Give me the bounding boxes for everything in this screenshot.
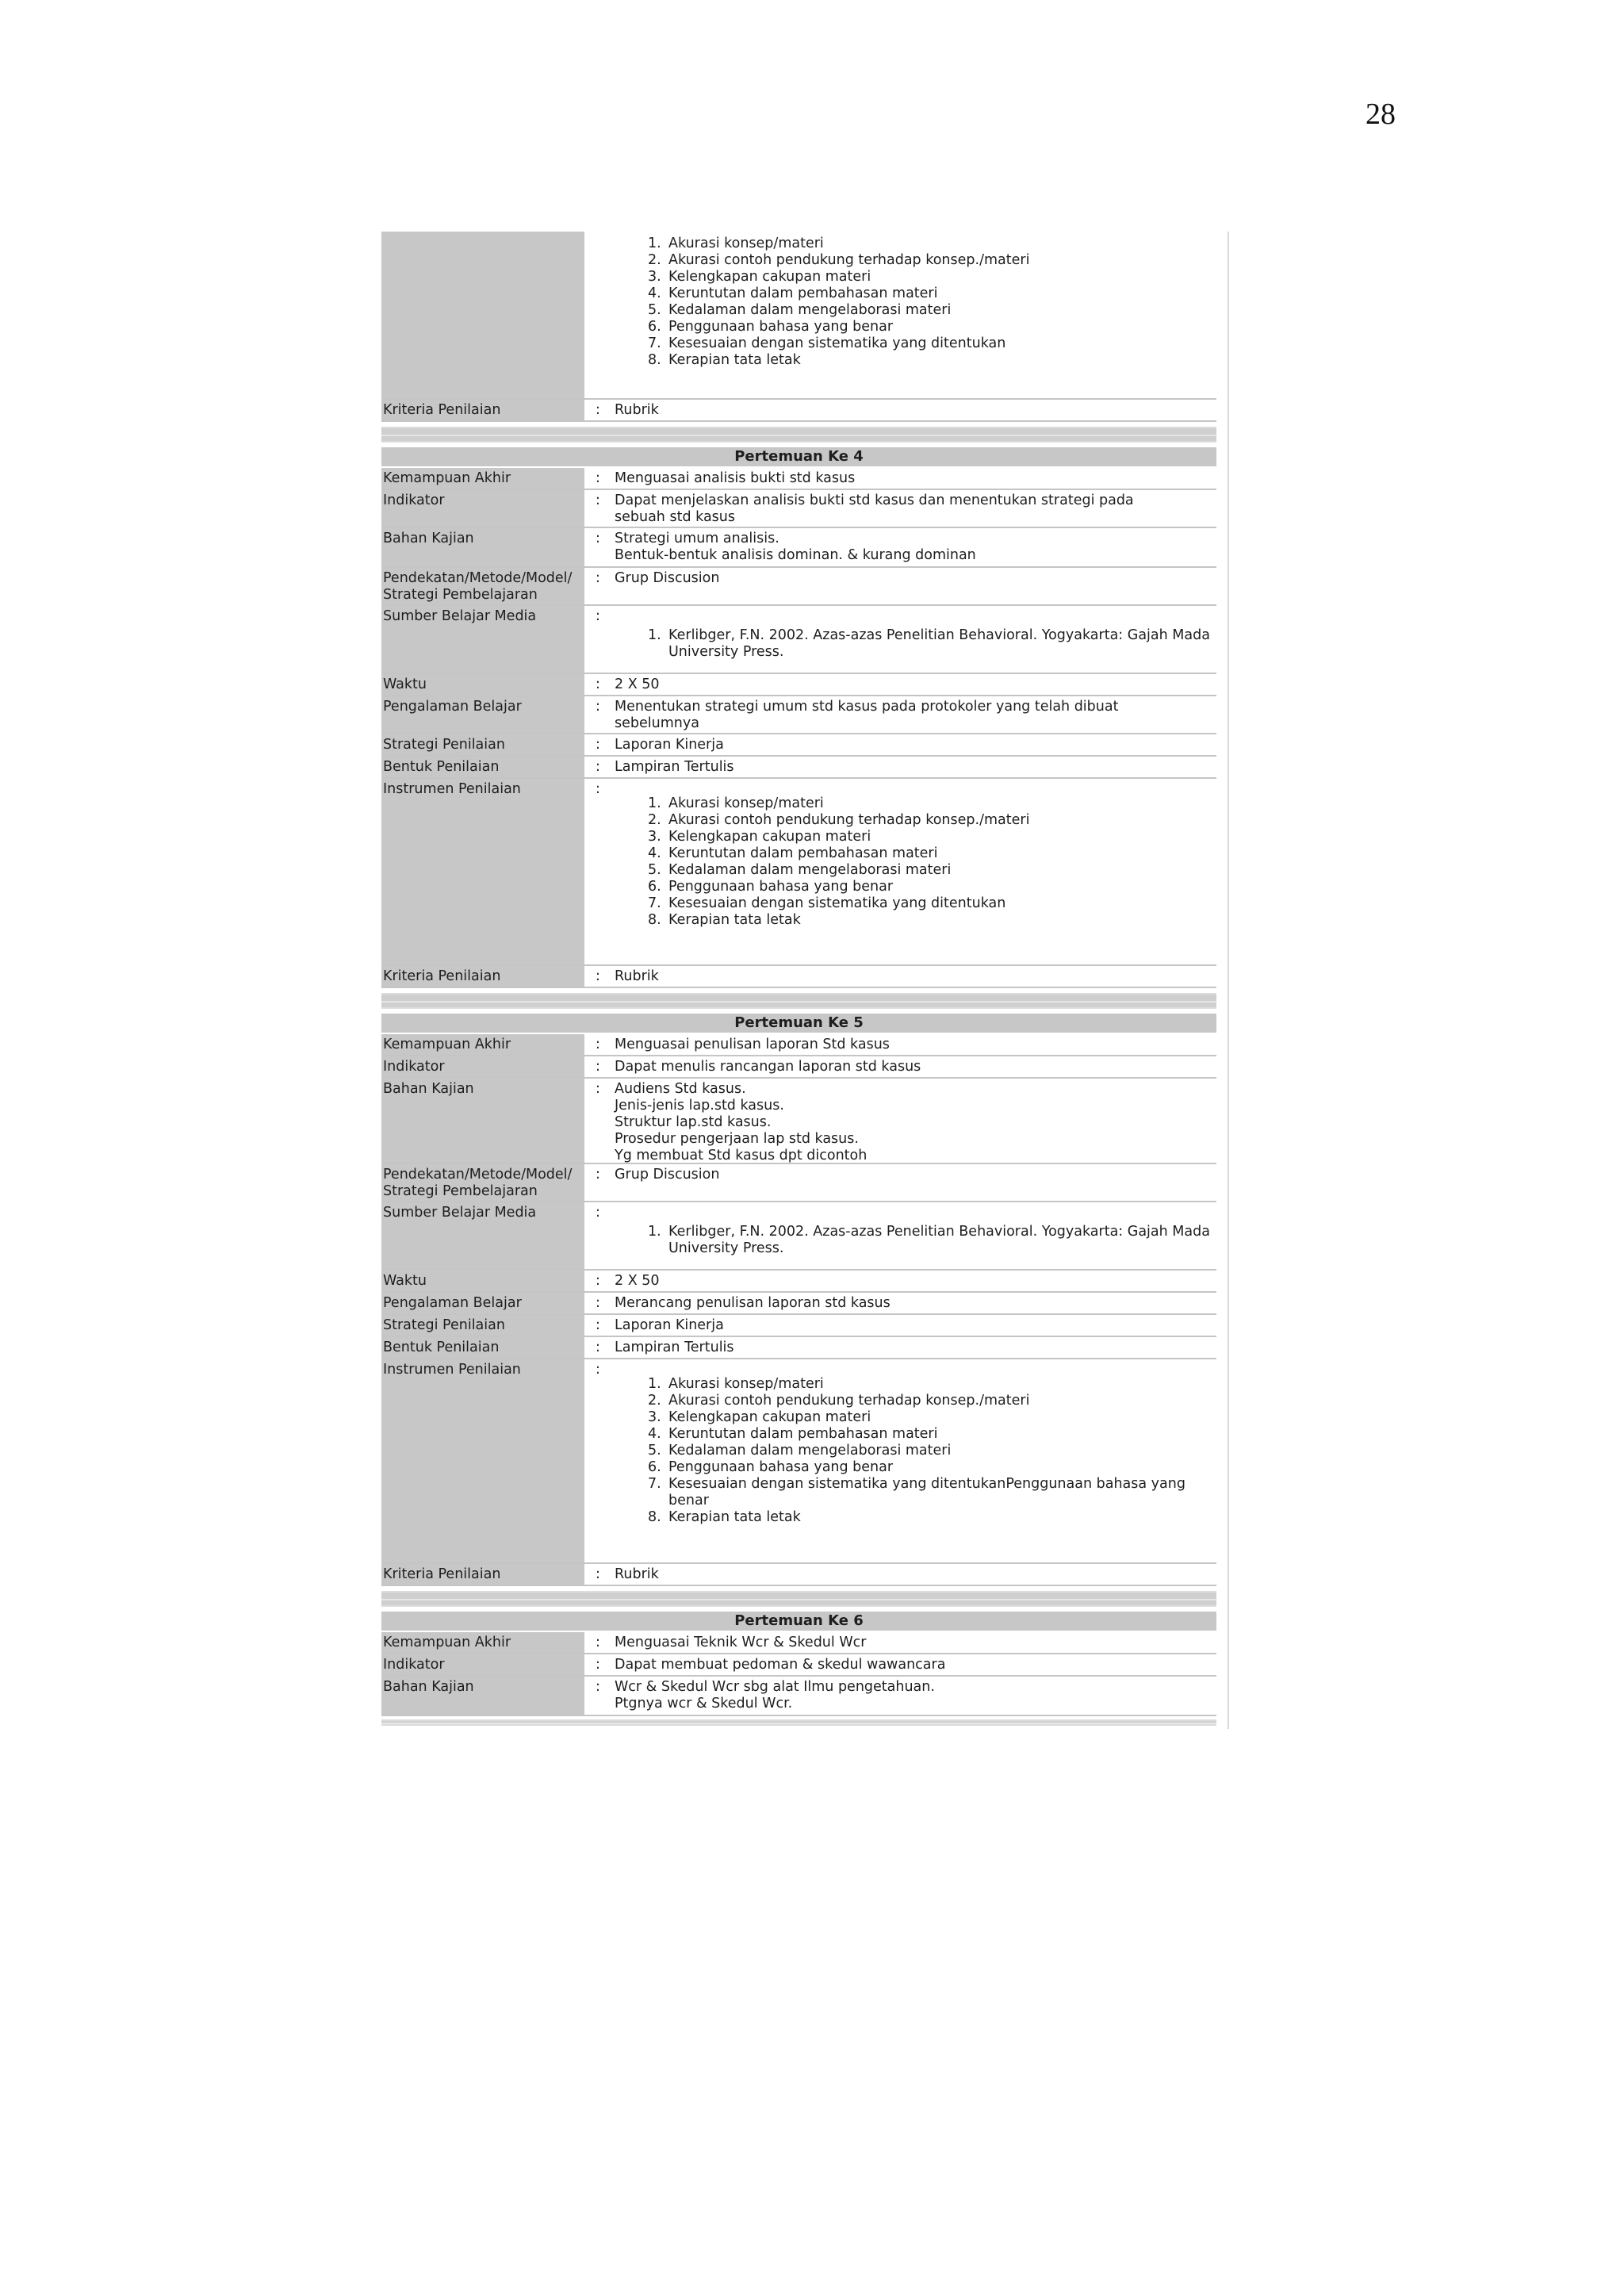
- list-item-text: Kerapian tata letak: [668, 912, 801, 928]
- list-item-text: Kesesuaian dengan sistematika yang ditentukan: [668, 895, 1006, 911]
- row-label: Bahan Kajian: [381, 528, 584, 566]
- row-value: [584, 1293, 1216, 1313]
- section-heading: Pertemuan Ke 5: [381, 1014, 1216, 1033]
- list-item: [648, 862, 1216, 879]
- list-number: 4.: [648, 286, 661, 301]
- instrumen-list: [648, 1376, 1216, 1526]
- row-value: [584, 1079, 1216, 1163]
- list-item-text: Penggunaan bahasa yang benar: [668, 1459, 894, 1475]
- colon: :: [596, 493, 600, 508]
- kriteria-value: Rubrik: [615, 402, 659, 418]
- instrumen-row: [381, 779, 1216, 966]
- colon: :: [596, 1059, 600, 1075]
- colon: :: [596, 1037, 600, 1052]
- row-label: Kemampuan Akhir: [381, 1632, 584, 1653]
- value-text: Dapat menjelaskan analisis bukti std kasus dan menentukan strategi pada sebuah std kasus: [615, 493, 1134, 525]
- colon: :: [596, 570, 600, 586]
- value-text: Lampiran Tertulis: [615, 759, 734, 775]
- row-value: [584, 1315, 1216, 1336]
- row-value: [584, 1202, 1216, 1269]
- list-item-text: Penggunaan bahasa yang benar: [668, 319, 894, 335]
- colon: :: [596, 1317, 600, 1333]
- row-label: Kriteria Penilaian: [381, 400, 584, 420]
- value-text: 2 X 50: [615, 1273, 660, 1289]
- list-item-text: Akurasi konsep/materi: [668, 236, 824, 251]
- waktu-row: [381, 1271, 1216, 1293]
- kemampuan-row: [381, 468, 1216, 490]
- list-item: [648, 352, 1216, 369]
- section-separator: [381, 1591, 1216, 1607]
- list-number: 4.: [648, 845, 661, 861]
- row-value: [584, 1359, 1216, 1562]
- row-value: [584, 606, 1216, 673]
- section-heading: Pertemuan Ke 4: [381, 447, 1216, 466]
- bahan-row: [381, 1677, 1216, 1716]
- value-text: Audiens Std kasus. Jenis-jenis lap.std kasus. Struktur lap.std kasus. Prosedur pengerjaan lap std kasus. Yg membuat Std kasus dpt dicontoh: [615, 1081, 868, 1163]
- row-label: Instrumen Penilaian: [381, 1359, 584, 1562]
- kriteria-row: [381, 1564, 1216, 1586]
- indikator-row: [381, 490, 1216, 528]
- colon: :: [596, 470, 600, 486]
- row-value: [584, 468, 1216, 489]
- list-number: 6.: [648, 879, 661, 895]
- list-item-text: Kedalaman dalam mengelaborasi materi: [668, 862, 952, 878]
- list-item: [648, 879, 1216, 895]
- value-text: Strategi umum analisis. Bentuk-bentuk analisis dominan. & kurang dominan: [615, 531, 976, 563]
- list-item-text: Kedalaman dalam mengelaborasi materi: [668, 1443, 952, 1458]
- list-item: [648, 236, 1216, 252]
- list-item-text: Kerlibger, F.N. 2002. Azas-azas Penelitian Behavioral. Yogyakarta: Gajah Mada University Press.: [668, 627, 1210, 660]
- list-item-text: Kedalaman dalam mengelaborasi materi: [668, 302, 952, 318]
- pengalaman-row: [381, 1293, 1216, 1315]
- strategi-row: [381, 1315, 1216, 1337]
- row-label: Kriteria Penilaian: [381, 1564, 584, 1585]
- row-value: [584, 966, 1216, 987]
- colon: :: [596, 1273, 600, 1289]
- list-number: 8.: [648, 912, 661, 928]
- list-item-text: Penggunaan bahasa yang benar: [668, 879, 894, 895]
- row-label: Bahan Kajian: [381, 1079, 584, 1163]
- bentuk-row: [381, 1337, 1216, 1359]
- colon: :: [596, 1167, 600, 1182]
- list-number: 5.: [648, 302, 661, 318]
- strategi-row: [381, 734, 1216, 757]
- colon: :: [596, 1679, 600, 1695]
- value-text: Wcr & Skedul Wcr sbg alat Ilmu pengetahuan. Ptgnya wcr & Skedul Wcr.: [615, 1679, 935, 1711]
- row-label: Pengalaman Belajar: [381, 696, 584, 733]
- row-label: Pengalaman Belajar: [381, 1293, 584, 1313]
- list-number: 1.: [648, 627, 661, 643]
- sumber-list: [648, 627, 1216, 661]
- list-item: [648, 1443, 1216, 1459]
- list-item-text: Kelengkapan cakupan materi: [668, 1409, 871, 1425]
- colon: :: [596, 1295, 600, 1311]
- list-number: 5.: [648, 862, 661, 878]
- row-value: [584, 1164, 1216, 1201]
- list-item-text: Keruntutan dalam pembahasan materi: [668, 286, 938, 301]
- kemampuan-row: [381, 1632, 1216, 1654]
- bahan-row: [381, 528, 1216, 568]
- colon: :: [596, 759, 600, 775]
- kriteria-row: [381, 966, 1216, 988]
- value-text: Merancang penulisan laporan std kasus: [615, 1295, 891, 1311]
- list-number: 8.: [648, 1509, 661, 1525]
- list-number: 7.: [648, 895, 661, 911]
- bahan-row: [381, 1079, 1216, 1164]
- row-value: [584, 1632, 1216, 1653]
- list-item-text: Akurasi contoh pendukung terhadap konsep./materi: [668, 1393, 1030, 1409]
- list-item: [648, 1393, 1216, 1409]
- list-item: [648, 302, 1216, 319]
- value-text: Menguasai Teknik Wcr & Skedul Wcr: [615, 1635, 867, 1650]
- sumber-row: [381, 606, 1216, 674]
- list-item: [648, 286, 1216, 302]
- list-number: 8.: [648, 352, 661, 368]
- list-number: 1.: [648, 236, 661, 251]
- row-label: Indikator: [381, 490, 584, 527]
- syllabus-table: [381, 232, 1229, 1729]
- list-number: 4.: [648, 1426, 661, 1442]
- bentuk-row: [381, 757, 1216, 779]
- row-label: Strategi Penilaian: [381, 734, 584, 755]
- row-label: Bahan Kajian: [381, 1677, 584, 1715]
- list-number: 1.: [648, 1224, 661, 1240]
- instrumen-row: [381, 1359, 1216, 1564]
- colon: :: [596, 699, 600, 715]
- colon: :: [596, 1566, 600, 1582]
- list-item: [648, 895, 1216, 912]
- value-text: Lampiran Tertulis: [615, 1340, 734, 1355]
- value-text: Laporan Kinerja: [615, 737, 724, 753]
- value-text: Rubrik: [615, 968, 659, 984]
- row-label: Pendekatan/Metode/Model/ Strategi Pembelajaran: [381, 568, 584, 604]
- list-number: 6.: [648, 319, 661, 335]
- row-value: [584, 490, 1216, 527]
- list-number: 2.: [648, 812, 661, 828]
- list-number: 7.: [648, 335, 661, 351]
- list-item: [648, 912, 1216, 929]
- list-item-text: Akurasi konsep/materi: [668, 1376, 824, 1392]
- list-item: [648, 1426, 1216, 1443]
- list-number: 1.: [648, 795, 661, 811]
- colon: :: [596, 1340, 600, 1355]
- section-heading: Pertemuan Ke 6: [381, 1612, 1216, 1631]
- list-number: 5.: [648, 1443, 661, 1458]
- value-text: Menentukan strategi umum std kasus pada protokoler yang telah dibuat sebelumnya: [615, 699, 1119, 731]
- list-item: [648, 1376, 1216, 1393]
- list-item-text: Kerapian tata letak: [668, 352, 801, 368]
- colon: :: [596, 1205, 600, 1221]
- colon: :: [596, 1635, 600, 1650]
- row-value: [584, 1034, 1216, 1055]
- list-item: [648, 335, 1216, 352]
- list-number: 2.: [648, 252, 661, 268]
- value-text: Dapat menulis rancangan laporan std kasus: [615, 1059, 921, 1075]
- row-value: [584, 568, 1216, 604]
- row-label: Pendekatan/Metode/Model/ Strategi Pembelajaran: [381, 1164, 584, 1201]
- list-item: [648, 1224, 1216, 1257]
- indikator-row: [381, 1056, 1216, 1079]
- list-item: [648, 845, 1216, 862]
- value-text: Laporan Kinerja: [615, 1317, 724, 1333]
- list-item-text: Akurasi konsep/materi: [668, 795, 824, 811]
- list-number: 2.: [648, 1393, 661, 1409]
- list-item: [648, 252, 1216, 269]
- page-number: 28: [1365, 98, 1396, 131]
- kemampuan-row: [381, 1034, 1216, 1056]
- list-item-text: Kerapian tata letak: [668, 1509, 801, 1525]
- list-item-text: Akurasi contoh pendukung terhadap konsep./materi: [668, 252, 1030, 268]
- colon: :: [596, 531, 600, 546]
- indikator-row: [381, 1654, 1216, 1677]
- list-item-text: Keruntutan dalam pembahasan materi: [668, 1426, 938, 1442]
- row-label: Indikator: [381, 1654, 584, 1675]
- list-item-text: Kesesuaian dengan sistematika yang ditentukan: [668, 335, 1006, 351]
- list-item-text: Kesesuaian dengan sistematika yang ditentukanPenggunaan bahasa yang benar: [668, 1476, 1185, 1508]
- list-number: 7.: [648, 1476, 661, 1492]
- colon: :: [596, 402, 600, 418]
- row-value: [584, 528, 1216, 566]
- row-label: Sumber Belajar Media: [381, 1202, 584, 1269]
- section-separator: [381, 427, 1216, 443]
- list-item: [648, 829, 1216, 845]
- value-text: Menguasai penulisan laporan Std kasus: [615, 1037, 890, 1052]
- pengalaman-row: [381, 696, 1216, 734]
- sumber-row: [381, 1202, 1216, 1271]
- row-label: Sumber Belajar Media: [381, 606, 584, 673]
- row-value: [584, 232, 1216, 398]
- kriteria-row-top: [381, 400, 1216, 422]
- row-label: Bentuk Penilaian: [381, 757, 584, 777]
- list-number: 3.: [648, 269, 661, 285]
- list-number: 1.: [648, 1376, 661, 1392]
- row-value: [584, 1677, 1216, 1715]
- instrumen-list: [648, 795, 1216, 929]
- colon: :: [596, 781, 600, 797]
- list-number: 3.: [648, 829, 661, 845]
- row-value: [584, 1564, 1216, 1585]
- list-item: [648, 1459, 1216, 1476]
- value-text: Menguasai analisis bukti std kasus: [615, 470, 856, 486]
- list-number: 6.: [648, 1459, 661, 1475]
- pendekatan-row: [381, 568, 1216, 606]
- row-value: [584, 779, 1216, 964]
- sumber-list: [648, 1224, 1216, 1257]
- value-text: 2 X 50: [615, 677, 660, 692]
- row-value: [584, 1337, 1216, 1358]
- section-separator: [381, 993, 1216, 1009]
- row-value: [584, 674, 1216, 695]
- row-value: [584, 734, 1216, 755]
- row-label: Waktu: [381, 674, 584, 695]
- value-text: Rubrik: [615, 1566, 659, 1582]
- list-item: [648, 812, 1216, 829]
- colon: :: [596, 968, 600, 984]
- list-item: [648, 1509, 1216, 1526]
- colon: :: [596, 1362, 600, 1378]
- row-value: [584, 696, 1216, 733]
- value-text: Grup Discusion: [615, 1167, 720, 1182]
- row-label: [381, 232, 584, 398]
- waktu-row: [381, 674, 1216, 696]
- list-item: [648, 627, 1216, 661]
- row-value: [584, 757, 1216, 777]
- row-label: Kriteria Penilaian: [381, 966, 584, 987]
- row-label: Strategi Penilaian: [381, 1315, 584, 1336]
- colon: :: [596, 737, 600, 753]
- row-label: Kemampuan Akhir: [381, 1034, 584, 1055]
- row-value: [584, 1271, 1216, 1291]
- row-label: Instrumen Penilaian: [381, 779, 584, 964]
- row-value: [584, 1056, 1216, 1077]
- row-label: Bentuk Penilaian: [381, 1337, 584, 1358]
- colon: :: [596, 1657, 600, 1673]
- list-item: [648, 795, 1216, 812]
- colon: :: [596, 677, 600, 692]
- pendekatan-row: [381, 1164, 1216, 1202]
- row-label: Indikator: [381, 1056, 584, 1077]
- section-separator: [381, 1719, 1216, 1726]
- instrumen-row-top: [381, 232, 1216, 400]
- list-item-text: Kelengkapan cakupan materi: [668, 269, 871, 285]
- list-item: [648, 319, 1216, 335]
- colon: :: [596, 1081, 600, 1097]
- row-value: [584, 400, 1216, 420]
- list-item: [648, 1409, 1216, 1426]
- row-label: Waktu: [381, 1271, 584, 1291]
- row-label: Kemampuan Akhir: [381, 468, 584, 489]
- list-item-text: Kerlibger, F.N. 2002. Azas-azas Penelitian Behavioral. Yogyakarta: Gajah Mada University Press.: [668, 1224, 1210, 1256]
- list-item: [648, 1476, 1216, 1509]
- list-item-text: Keruntutan dalam pembahasan materi: [668, 845, 938, 861]
- list-item-text: Akurasi contoh pendukung terhadap konsep./materi: [668, 812, 1030, 828]
- value-text: Grup Discusion: [615, 570, 720, 586]
- row-value: [584, 1654, 1216, 1675]
- colon: :: [596, 608, 600, 624]
- list-item: [648, 269, 1216, 286]
- instrumen-list: [648, 236, 1216, 369]
- value-text: Dapat membuat pedoman & skedul wawancara: [615, 1657, 946, 1673]
- list-item-text: Kelengkapan cakupan materi: [668, 829, 871, 845]
- list-number: 3.: [648, 1409, 661, 1425]
